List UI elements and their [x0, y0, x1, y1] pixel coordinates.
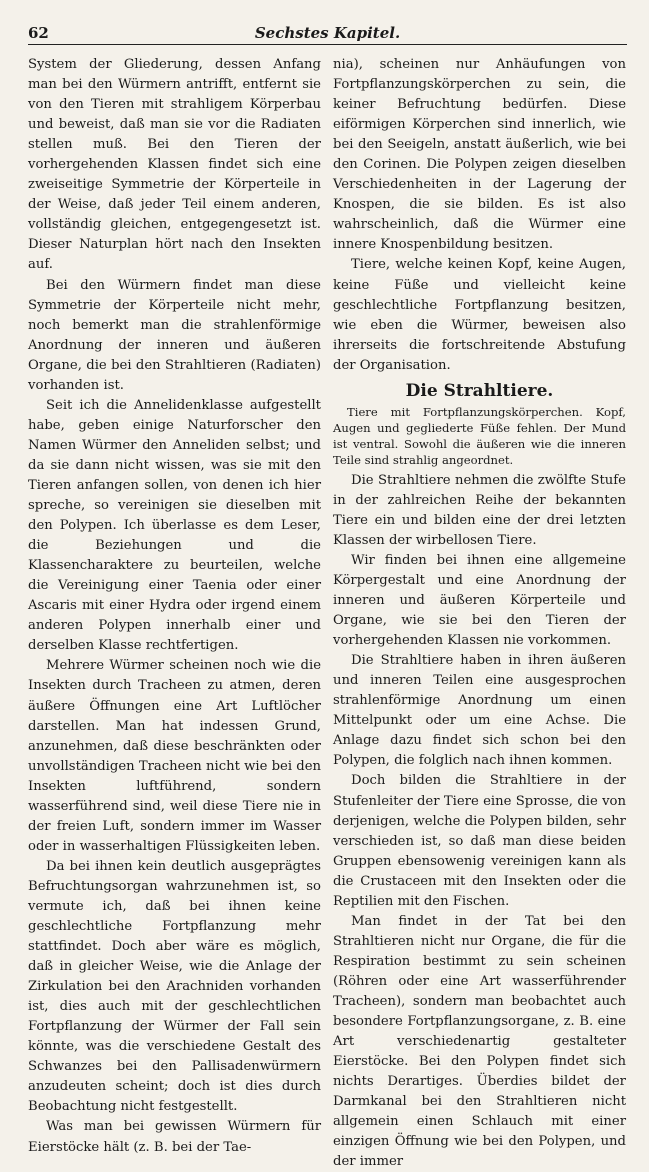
paragraph: Seit ich die Annelidenklasse aufgestellt habe, geben einige Naturforscher den Namen Würmer den Anneliden selbst; und da sie dann nicht wissen, was sie mit den Tieren anfangen sollen, von denen ich hier spreche, so vereinigen sie dieselben mit den Polypen. Ich überlasse es dem Leser, die Beziehungen und die Klassencharaktere zu beurteilen, welche die Vereinigung einer Taenia oder einer Ascaris mit einer Hydra oder irgend einem anderen Polypen innerhalb einer und derselben Klasse rechtfertigen. [28, 397, 321, 654]
paragraph: Die Strahltiere haben in ihren äußeren und inneren Teilen eine ausgesprochen strahlenförmige Anordnung um einen Mittelpunkt oder um eine Achse. Die Anlage dazu findet sich schon bei den Polypen, die folglich nach ihnen kommen. [333, 653, 626, 769]
paragraph: System der Gliederung, dessen Anfang man bei den Würmern antrifft, entfernt sie von den Tieren mit strahligem Körperbau und beweist, daß man sie vor die Radiaten stellen muß. Bei den Tieren der vorhergehenden Klassen findet sich eine zweiseitige Symmetrie der Körperteile in der Weise, daß jeder Teil einem anderen, vollständig gleichen, entgegengesetzt ist. Dieser Naturplan hört nach den Insekten auf. [28, 57, 321, 273]
section-heading: Die Strahltiere. [405, 380, 554, 401]
paragraph: Tiere, welche keinen Kopf, keine Augen, keine Füße und vielleicht keine geschlechtliche Fortpflanzung besitzen, wie eben die Würmer, beweisen also ihrerseits die fortschreitende Abstufung der Organisation. [333, 257, 626, 373]
page-header [28, 22, 627, 45]
section-summary: Tiere mit Fortpflanzungskörperchen. Kopf, Augen und gegliederte Füße fehlen. Der Mund ist ventral. Sowohl die äußeren wie die inneren Teile sind strahlig angeordnet. [333, 404, 626, 467]
paragraph: Doch bilden die Strahltiere in der Stufenleiter der Tiere eine Sprosse, die von derjenigen, welche die Polypen bilden, sehr verschieden ist, so daß man diese beiden Gruppen ebensowenig vereinigen kann als die Crustaceen mit den Insekten oder die Reptilien mit den Fischen. [333, 773, 626, 909]
paragraph: Bei den Würmern findet man diese Symmetrie der Körperteile nicht mehr, noch bemerkt man die strahlenförmige Anordnung der inneren und äußeren Organe, die bei den Strahltieren (Radiaten) vorhanden ist. [28, 277, 321, 393]
left-column [28, 55, 321, 1158]
paragraph: Was man bei gewissen Würmern für Eierstöcke hält (z. B. bei der Tae- [28, 1119, 321, 1155]
page-number: 62 [28, 24, 49, 42]
paragraph: Wir finden bei ihnen eine allgemeine Körpergestalt und eine Anordnung der inneren und äußeren Körperteile und Organe, wie sie bei den Tieren der vorhergehenden Klassen nie vorkommen. [333, 552, 626, 649]
running-head: Sechstes Kapitel. [254, 24, 401, 42]
paragraph: nia), scheinen nur Anhäufungen von Fortpflanzungskörperchen zu sein, die keiner Befruchtung bedürfen. Diese eiförmigen Körperchen sind innerlich, wie bei den Seeigeln, anstatt äußerlich, wie bei den Corinen. Die Polypen zeigen dieselben Verschiedenheiten in der Lagerung der Knospen, die sie bilden. Es ist also wahrscheinlich, daß die Würmer eine innere Knospenbildung besitzen. [333, 57, 626, 253]
paragraph: Man findet in der Tat bei den Strahltieren nicht nur Organe, die für die Respiration bestimmt zu sein scheinen (Röhren oder eine Art wasserführender Tracheen), sondern man beobachtet auch besondere Fortpflanzungsorgane, z. B. eine Art verschiedenartig gestalteter Eierstöcke. Bei den Polypen findet sich nichts Derartiges. Überdies bildet der Darmkanal bei den Strahltieren nicht allgemein einen Schlauch mit einer einzigen Öffnung wie bei den Polypen, und der immer [333, 913, 626, 1170]
paragraph: Mehrere Würmer scheinen noch wie die Insekten durch Tracheen zu atmen, deren äußere Öffnungen eine Art Luftlöcher darstellen. Man hat indessen Grund, anzunehmen, daß diese beschränkten oder unvollständigen Tracheen nicht wie bei den Insekten luftführend, sondern wasserführend sind, weil diese Tiere nie in der freien Luft, sondern immer im Wasser oder in wasserhaltigen Flüssigkeiten leben. [28, 658, 321, 854]
paragraph: Die Strahltiere nehmen die zwölfte Stufe in der zahlreichen Reihe der bekannten Tiere ein und bilden eine der drei letzten Klassen der wirbellosen Tiere. [333, 472, 626, 548]
paragraph: Da bei ihnen kein deutlich ausgeprägtes Befruchtungsorgan wahrzunehmen ist, so vermute ich, daß bei ihnen keine geschlechtliche Fortpflanzung mehr stattfindet. Doch aber wäre es möglich, daß in gleicher Weise, wie die Anlage der Zirkulation bei den Arachniden vorhanden ist, dies auch mit der geschlechtlichen Fortpflanzung der Würmer der Fall sein könnte, was die verschiedene Gestalt des Schwanzes bei den Pallisadenwürmern anzudeuten scheint; doch ist dies durch Beobachtung nicht festgestellt. [28, 858, 321, 1115]
right-column [333, 55, 626, 1172]
